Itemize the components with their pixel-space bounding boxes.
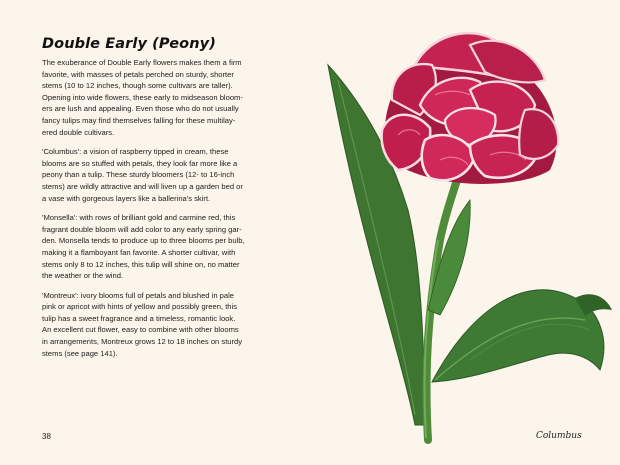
paragraph-columbus: 'Columbus': a vision of raspberry tipped in cream, these blooms are so stuffed with petals, they look far more like a peony than a tulip. These sturdy bloomers (12- to 16-inch stems) are wildly attractive and will liven up a garden bed or a vase with gorgeous layers like a ballerina's skirt. bbox=[42, 147, 243, 203]
page-number: 38 bbox=[42, 432, 51, 441]
paragraph-monsella: 'Monsella': with rows of brilliant gold and carmine red, this fragrant double bloom will add color to any early spring gar- den. Monsella tends to produce up to three blooms per bulb, making it a flamboyant fan favorite. A shorter cultivar, with stems only 8 to 12 inches, this tulip will shine on, no matter the weather or the wind. bbox=[42, 213, 245, 281]
paragraph-intro: The exuberance of Double Early flowers makes them a firm favorite, with masses of petals perched on sturdy, shorter stems (10 to 12 inches, though some cultivars are taller). Opening into wide flowers, these early to midseason bloom- ers are lush and appealing. Even those who do not usually fancy tulips may find themselves falling for these multilay- ered double cultivars. bbox=[42, 58, 243, 137]
tulip-leaf-front bbox=[432, 290, 604, 382]
body-text bbox=[42, 57, 282, 367]
illustration-caption: Columbus bbox=[536, 431, 582, 441]
tulip-bloom bbox=[382, 33, 559, 184]
tulip-illustration bbox=[320, 10, 620, 450]
section-heading: Double Early (Peony) bbox=[42, 36, 216, 52]
paragraph-montreux: 'Montreux': ivory blooms full of petals and blushed in pale pink or apricot with hints of yellow and possibly green, this tulip has a sweet fragrance and a timeless, romantic look. An excellent cut flower, easy to combine with other blooms in arrangements, Montreux grows 12 to 18 inches on sturdy stems (see page 141). bbox=[42, 290, 243, 358]
